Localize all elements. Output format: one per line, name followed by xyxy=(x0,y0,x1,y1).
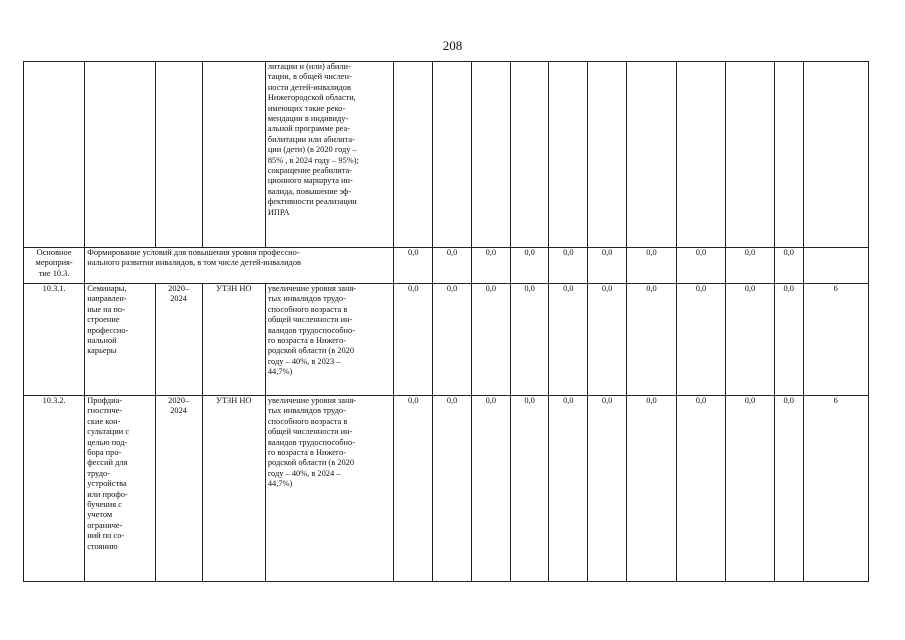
cell-indicator xyxy=(803,248,868,284)
value-cell: 0,0 xyxy=(588,396,627,582)
cell-value xyxy=(588,62,627,248)
value-cell: 0,0 xyxy=(394,396,433,582)
row-executor: УТЗН НО xyxy=(202,284,265,396)
cell-years xyxy=(155,62,202,248)
value-cell: 0,0 xyxy=(394,284,433,396)
program-table xyxy=(23,61,869,582)
value-cell: 0,0 xyxy=(471,248,510,284)
value-cell: 0,0 xyxy=(549,248,588,284)
cell-result: литации и (или) абили- тации, в общей числен- ности детей-инвалидов Нижегородской области, имеющих такие реко- мендации в индивиду- альной программе реа- билитации или абилита- ции (дети) (в 2020 году – 85% , в 2024 году – 95%); сокращение реабилита- ционного маршрута ин- валида, повышение эф- фективности реализации ИПРА xyxy=(265,62,394,248)
value-cell: 0,0 xyxy=(677,284,726,396)
cell-value xyxy=(627,62,677,248)
value-cell: 0,0 xyxy=(471,396,510,582)
cell-name xyxy=(85,62,155,248)
value-cell: 0,0 xyxy=(588,248,627,284)
value-cell: 0,0 xyxy=(433,396,472,582)
row-activity-name: Профдиа- гностиче- ские кон- сультации с целью под- бора про- фессий для трудо- устройства или профо- бучения с учетом ограниче- ний по со- стоянию xyxy=(85,396,155,582)
value-cell: 0,0 xyxy=(510,248,549,284)
value-cell: 0,0 xyxy=(677,248,726,284)
value-cell: 0,0 xyxy=(627,248,677,284)
value-cell: 0,0 xyxy=(627,284,677,396)
main-activity-title: Формирование условий для повышения уровня профессио- нального развития инвалидов, в том числе детей-инвалидов xyxy=(85,248,394,284)
row-result: увеличение уровня заня- тых инвалидов трудо- способного возраста в общей численности ин- валидов трудоспособно- го возраста в Нижего- родской области (в 2020 году – 40%, в 2023 – 44,7%) xyxy=(265,284,394,396)
indicator-number: 6 xyxy=(803,396,868,582)
row-result: увеличение уровня заня- тых инвалидов трудо- способного возраста в общей численности ин- валидов трудоспособно- го возраста в Нижего- родской области (в 2020 году – 40%, в 2024 – 44,7%) xyxy=(265,396,394,582)
cell-value xyxy=(394,62,433,248)
value-cell: 0,0 xyxy=(549,284,588,396)
value-cell: 0,0 xyxy=(725,396,774,582)
value-cell: 0,0 xyxy=(677,396,726,582)
value-cell: 0,0 xyxy=(549,396,588,582)
value-cell: 0,0 xyxy=(774,396,803,582)
cell-value xyxy=(774,62,803,248)
value-cell: 0,0 xyxy=(433,248,472,284)
cell-value xyxy=(725,62,774,248)
cell-indicator xyxy=(803,62,868,248)
value-cell: 0,0 xyxy=(510,284,549,396)
cell-executor xyxy=(202,62,265,248)
value-cell: 0,0 xyxy=(627,396,677,582)
indicator-number: 6 xyxy=(803,284,868,396)
row-executor: УТЗН НО xyxy=(202,396,265,582)
page-number: 208 xyxy=(442,38,463,53)
row-code: 10.3.2. xyxy=(24,396,85,582)
table-row-main-activity xyxy=(24,248,869,284)
value-cell: 0,0 xyxy=(588,284,627,396)
row-years: 2020– 2024 xyxy=(155,284,202,396)
main-activity-label: Основное мероприя- тие 10.3. xyxy=(24,248,85,284)
value-cell: 0,0 xyxy=(471,284,510,396)
table-row xyxy=(24,396,869,582)
value-cell: 0,0 xyxy=(774,248,803,284)
value-cell: 0,0 xyxy=(725,248,774,284)
value-cell: 0,0 xyxy=(394,248,433,284)
cell-value xyxy=(510,62,549,248)
row-years: 2020– 2024 xyxy=(155,396,202,582)
row-code: 10.3.1. xyxy=(24,284,85,396)
cell-value xyxy=(471,62,510,248)
row-activity-name: Семинары, направлен- ные на по- строение профессио- нальной карьеры xyxy=(85,284,155,396)
cell-value xyxy=(677,62,726,248)
value-cell: 0,0 xyxy=(433,284,472,396)
cell-value xyxy=(549,62,588,248)
value-cell: 0,0 xyxy=(774,284,803,396)
cell-value xyxy=(433,62,472,248)
cell-code xyxy=(24,62,85,248)
table-row-continuation xyxy=(24,62,869,248)
value-cell: 0,0 xyxy=(725,284,774,396)
value-cell: 0,0 xyxy=(510,396,549,582)
table-row xyxy=(24,284,869,396)
